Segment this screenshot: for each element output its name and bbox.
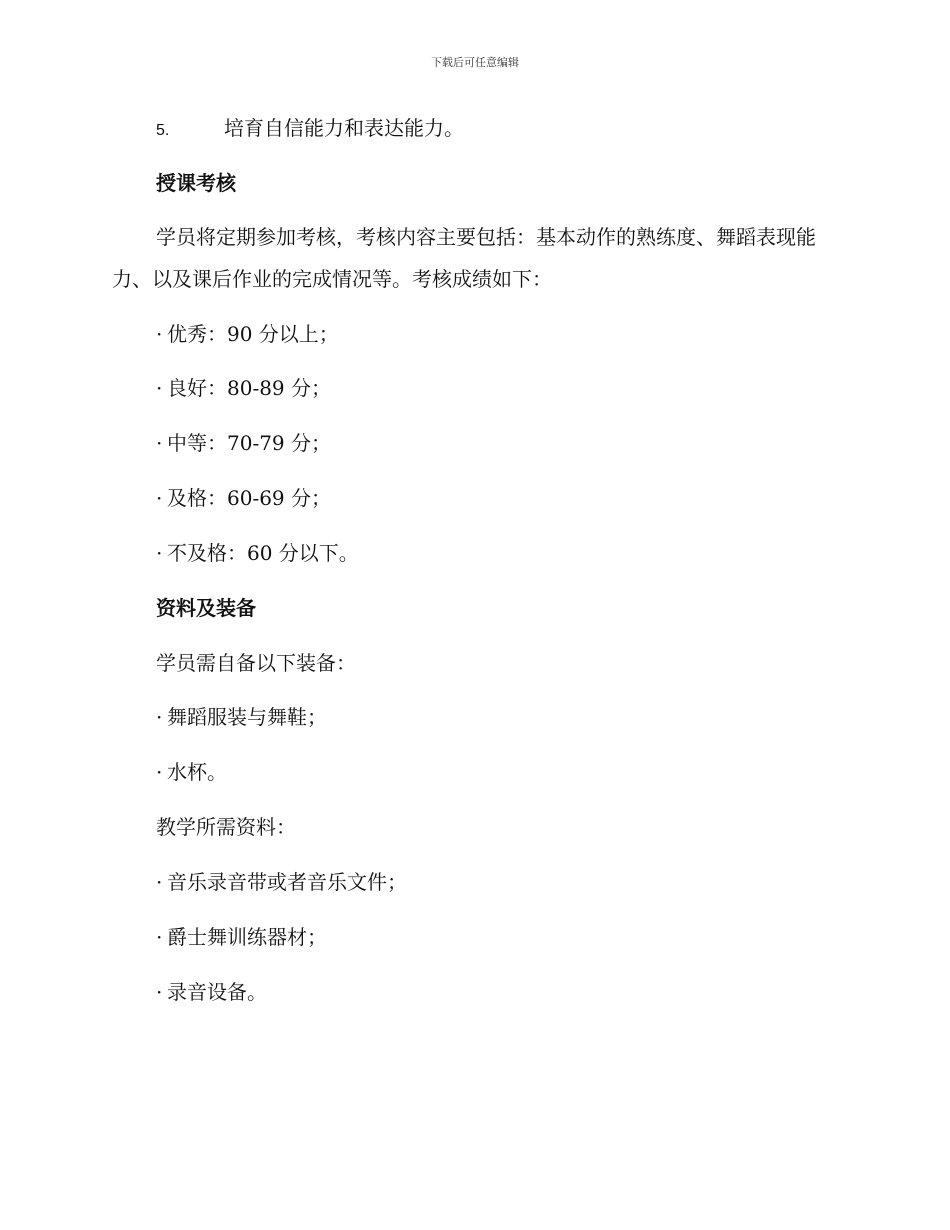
list-number: 5. bbox=[156, 122, 170, 139]
bullet-item bbox=[156, 374, 331, 402]
bullet-text: 优秀：90 分以上； bbox=[167, 322, 339, 346]
bullet-icon: · bbox=[156, 376, 163, 400]
numbered-list-item bbox=[156, 114, 464, 145]
bullet-item bbox=[156, 703, 327, 731]
bullet-item bbox=[156, 978, 267, 1006]
bullet-text: 舞蹈服装与舞鞋； bbox=[167, 705, 327, 729]
section-heading-assessment: 授课考核 bbox=[156, 171, 236, 195]
bullet-item bbox=[156, 868, 407, 896]
bullet-icon: · bbox=[156, 760, 163, 784]
bullet-text: 及格：60-69 分； bbox=[167, 486, 332, 510]
bullet-item bbox=[156, 539, 359, 567]
bullet-icon: · bbox=[156, 980, 163, 1004]
bullet-icon: · bbox=[156, 541, 163, 565]
bullet-icon: · bbox=[156, 486, 163, 510]
bullet-item bbox=[156, 429, 331, 457]
section-heading-materials: 资料及装备 bbox=[156, 596, 256, 620]
bullet-icon: · bbox=[156, 705, 163, 729]
bullet-text: 中等：70-79 分； bbox=[167, 431, 332, 455]
bullet-text: 不及格：60 分以下。 bbox=[167, 541, 359, 565]
equipment-intro: 学员需自备以下装备： bbox=[156, 651, 356, 675]
bullet-icon: · bbox=[156, 870, 163, 894]
page-header: 下载后可任意编辑 bbox=[431, 56, 519, 69]
assessment-paragraph: 学员将定期参加考核，考核内容主要包括：基本动作的熟练度、舞蹈表现能力、以及课后作业的完成情况等。考核成绩如下： bbox=[112, 225, 816, 291]
bullet-text: 水杯。 bbox=[167, 760, 227, 784]
bullet-text: 音乐录音带或者音乐文件； bbox=[167, 870, 407, 894]
bullet-text: 录音设备。 bbox=[167, 980, 267, 1004]
materials-intro: 教学所需资料： bbox=[156, 815, 296, 839]
bullet-icon: · bbox=[156, 925, 163, 949]
bullet-text: 良好：80-89 分； bbox=[167, 376, 332, 400]
bullet-item bbox=[156, 923, 327, 951]
bullet-icon: · bbox=[156, 431, 163, 455]
list-item-text: 培育自信能力和表达能力。 bbox=[224, 116, 464, 140]
bullet-icon: · bbox=[156, 322, 163, 346]
bullet-item bbox=[156, 758, 227, 786]
bullet-text: 爵士舞训练器材； bbox=[167, 925, 327, 949]
bullet-item bbox=[156, 484, 331, 512]
bullet-item bbox=[156, 320, 339, 348]
